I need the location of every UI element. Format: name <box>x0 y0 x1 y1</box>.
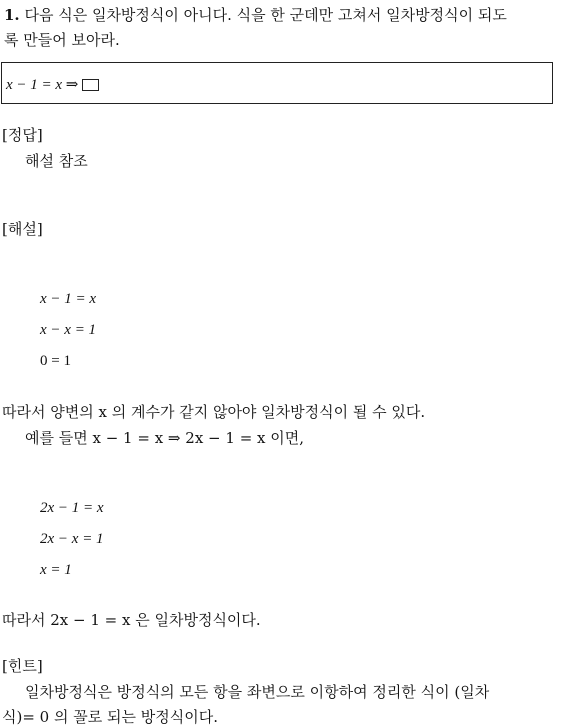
answer-blank <box>82 79 99 91</box>
answer-text: 해설 참조 <box>25 152 88 170</box>
problem-line-1 <box>4 4 507 25</box>
equation-step: x = 1 <box>40 562 72 578</box>
explanation-conclusion: 따라서 2x − 1 = x 은 일차방정식이다. <box>2 611 261 629</box>
problem-line-2: 록 만들어 보아라. <box>4 31 120 49</box>
box-equation-text: x − 1 = x ⇒ <box>6 77 79 93</box>
answer-label: [정답] <box>2 126 43 144</box>
explanation-paragraph-1: 따라서 양변의 x 의 계수가 같지 않아야 일차방정식이 될 수 있다. <box>2 403 426 421</box>
hint-line-2: 식)= 0 의 꼴로 되는 방정식이다. <box>2 708 218 726</box>
equation-step: 2x − x = 1 <box>40 531 104 547</box>
equation-step: 0 = 1 <box>40 353 71 369</box>
problem-text-1: 다음 식은 일차방정식이 아니다. 식을 한 군데만 고쳐서 일차방정식이 되도 <box>24 6 507 24</box>
hint-line-1: 일차방정식은 방정식의 모든 항을 좌변으로 이항하여 정리한 식이 (일차 <box>25 683 490 701</box>
box-equation <box>6 75 99 94</box>
equation-step: x − x = 1 <box>40 322 97 338</box>
explanation-paragraph-2: 예를 들면 x − 1 = x ⇒ 2x − 1 = x 이면, <box>25 429 305 447</box>
explanation-label: [해설] <box>2 220 43 238</box>
equation-step: 2x − 1 = x <box>40 500 104 516</box>
hint-label: [힌트] <box>2 657 43 675</box>
problem-number: 1. <box>4 6 20 24</box>
equation-step: x − 1 = x <box>40 291 97 307</box>
